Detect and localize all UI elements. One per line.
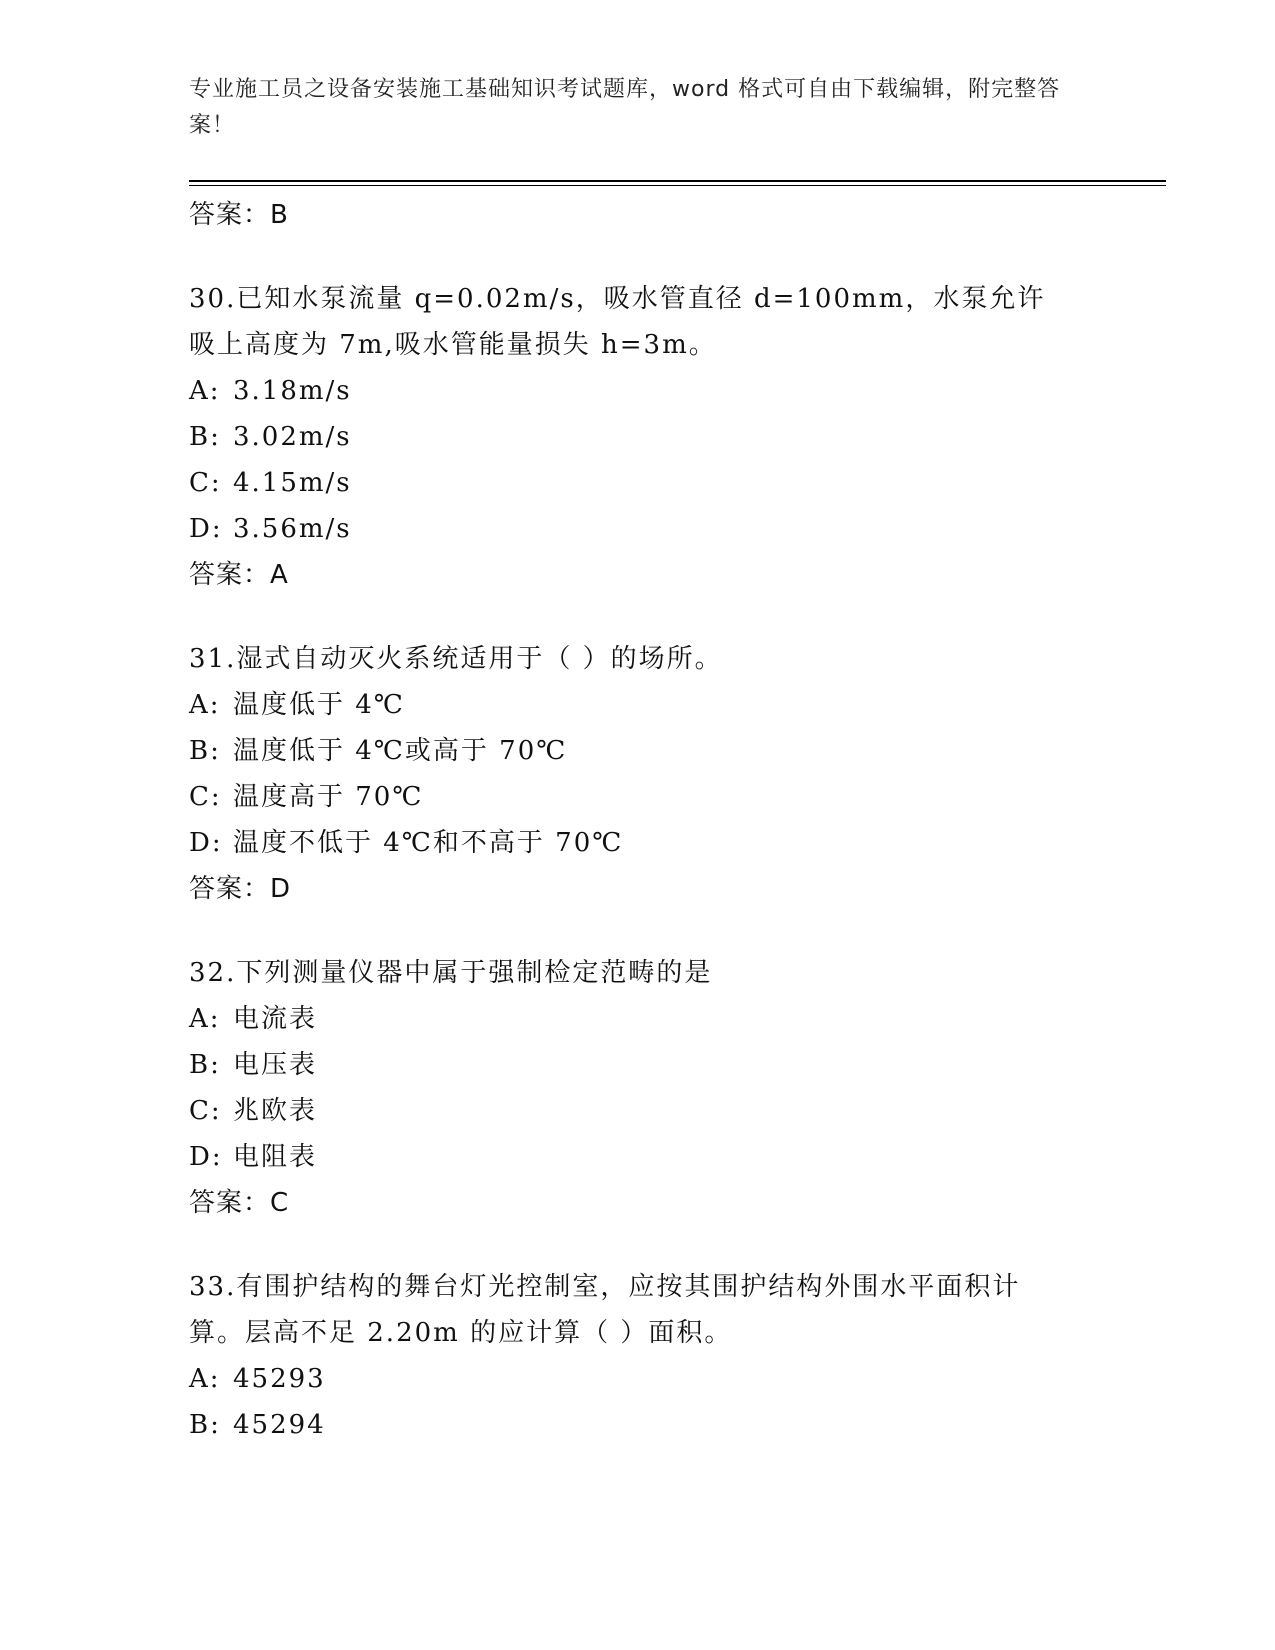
question-item [189, 276, 1089, 552]
question-text: 33.有围护结构的舞台灯光控制室，应按其围护结构外围水平面积计算。层高不足 2.20m 的应计算（ ）面积。 [189, 1272, 1021, 1348]
answer-label: 答案：A [189, 560, 289, 590]
option-key: D: [189, 514, 223, 544]
header-divider-thick [189, 180, 1166, 182]
option-value: 温度低于 4℃ [233, 690, 405, 720]
option-value: 3.18m/s [233, 376, 352, 406]
question-item [189, 1264, 1089, 1448]
answer-label: 答案：D [189, 874, 292, 904]
option-b [189, 728, 1089, 774]
option-b [189, 1042, 1089, 1088]
option-c [189, 1088, 1089, 1134]
option-key: C: [189, 468, 222, 498]
option-key: A: [189, 1364, 221, 1394]
option-key: A: [189, 1004, 221, 1034]
option-d [189, 506, 1089, 552]
question-text: 32.下列测量仪器中属于强制检定范畴的是 [189, 958, 713, 988]
option-a [189, 682, 1089, 728]
answer-label: 答案：B [189, 200, 289, 230]
option-a [189, 1356, 1089, 1402]
option-a [189, 996, 1089, 1042]
question-list [189, 192, 1089, 1448]
option-c [189, 460, 1089, 506]
option-value: 3.56m/s [233, 514, 352, 544]
option-d [189, 820, 1089, 866]
option-value: 温度不低于 4℃和不高于 70℃ [233, 828, 624, 858]
option-key: D: [189, 828, 223, 858]
option-value: 兆欧表 [233, 1096, 318, 1126]
option-c [189, 774, 1089, 820]
option-key: D: [189, 1142, 223, 1172]
option-value: 电压表 [233, 1050, 318, 1080]
option-key: A: [189, 376, 221, 406]
header-divider-thin [189, 185, 1166, 186]
option-d [189, 1134, 1089, 1180]
question-text: 31.湿式自动灭火系统适用于（ ）的场所。 [189, 644, 723, 674]
option-key: B: [189, 1410, 221, 1440]
answer-label: 答案：C [189, 1188, 290, 1218]
option-key: B: [189, 422, 221, 452]
option-key: B: [189, 736, 221, 766]
option-value: 温度低于 4℃或高于 70℃ [233, 736, 568, 766]
option-value: 45294 [233, 1410, 326, 1440]
option-key: B: [189, 1050, 221, 1080]
option-value: 电流表 [233, 1004, 318, 1034]
option-value: 温度高于 70℃ [233, 782, 424, 812]
option-b [189, 414, 1089, 460]
page-header: 专业施工员之设备安装施工基础知识考试题库，word 格式可自由下载编辑，附完整答案！ [189, 77, 1061, 138]
option-value: 4.15m/s [233, 468, 352, 498]
option-b [189, 1402, 1089, 1448]
option-key: C: [189, 1096, 222, 1126]
question-item [189, 636, 1089, 866]
option-value: 45293 [233, 1364, 326, 1394]
option-key: A: [189, 690, 221, 720]
option-a [189, 368, 1089, 414]
question-text: 30.已知水泵流量 q=0.02m/s，吸水管直径 d=100mm，水泵允许吸上高度为 7m,吸水管能量损失 h=3m。 [189, 284, 1046, 360]
option-value: 电阻表 [233, 1142, 318, 1172]
option-key: C: [189, 782, 222, 812]
question-item [189, 950, 1089, 1180]
option-value: 3.02m/s [233, 422, 352, 452]
